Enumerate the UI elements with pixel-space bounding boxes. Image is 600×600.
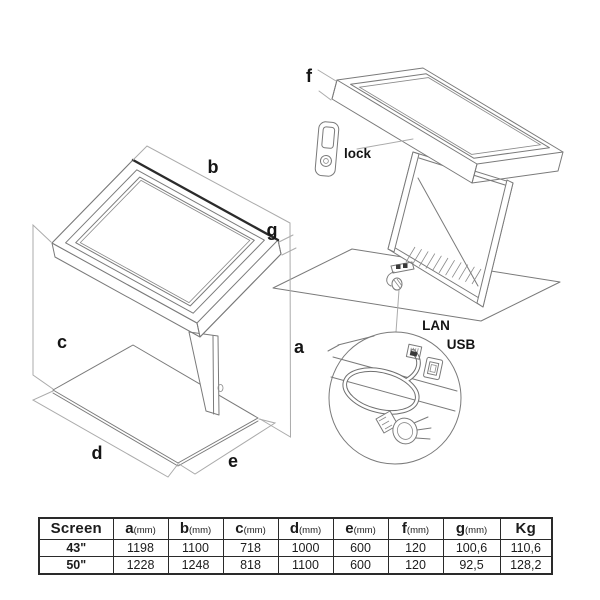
cell-kg: 110,6 <box>500 540 552 557</box>
col-header-c: c(mm) <box>223 518 278 540</box>
lock-label: lock <box>344 146 372 161</box>
table-header-row <box>39 518 552 540</box>
lan-label: LAN <box>422 318 450 333</box>
dim-label-e: e <box>227 451 239 471</box>
cell-d: 1000 <box>278 540 333 557</box>
col-header-f: f(mm) <box>388 518 443 540</box>
dim-label-f: f <box>306 66 312 86</box>
col-header-b: b(mm) <box>168 518 223 540</box>
right-kiosk-drawing <box>273 66 563 332</box>
dim-label-d: d <box>91 443 103 463</box>
spec-table <box>38 517 553 575</box>
usb-label: USB <box>446 337 476 352</box>
col-header-d: d(mm) <box>278 518 333 540</box>
dim-label-g: g <box>266 220 278 240</box>
col-header-a: a(mm) <box>113 518 168 540</box>
cell-b: 1100 <box>168 540 223 557</box>
col-header-kg: Kg <box>500 518 552 540</box>
dim-label-a: a <box>293 337 305 357</box>
dim-g-ticks <box>279 235 296 255</box>
screen-panel <box>52 160 281 337</box>
cell-kg: 128,2 <box>500 557 552 575</box>
cell-screen: 43" <box>39 540 113 557</box>
tabletop <box>332 68 563 183</box>
table-row-43 <box>39 540 552 557</box>
cell-a: 1228 <box>113 557 168 575</box>
cell-g: 92,5 <box>443 557 500 575</box>
col-header-e: e(mm) <box>333 518 388 540</box>
col-header-screen: Screen <box>39 518 113 540</box>
cell-screen: 50" <box>39 557 113 575</box>
cell-g: 100,6 <box>443 540 500 557</box>
cell-e: 600 <box>333 540 388 557</box>
cell-b: 1248 <box>168 557 223 575</box>
cell-d: 1100 <box>278 557 333 575</box>
callout-circle <box>328 318 475 464</box>
table-row-50 <box>39 557 552 575</box>
lock-key-icon <box>315 121 340 177</box>
left-kiosk-drawing <box>33 146 305 477</box>
cell-c: 718 <box>223 540 278 557</box>
cell-f: 120 <box>388 540 443 557</box>
cell-c: 818 <box>223 557 278 575</box>
dim-c-line <box>33 225 53 389</box>
base-plate <box>53 345 258 463</box>
col-header-g: g(mm) <box>443 518 500 540</box>
dim-label-b: b <box>207 157 219 177</box>
cell-f: 120 <box>388 557 443 575</box>
dim-f <box>306 66 336 100</box>
cell-a: 1198 <box>113 540 168 557</box>
dim-label-c: c <box>56 332 68 352</box>
cell-e: 600 <box>333 557 388 575</box>
